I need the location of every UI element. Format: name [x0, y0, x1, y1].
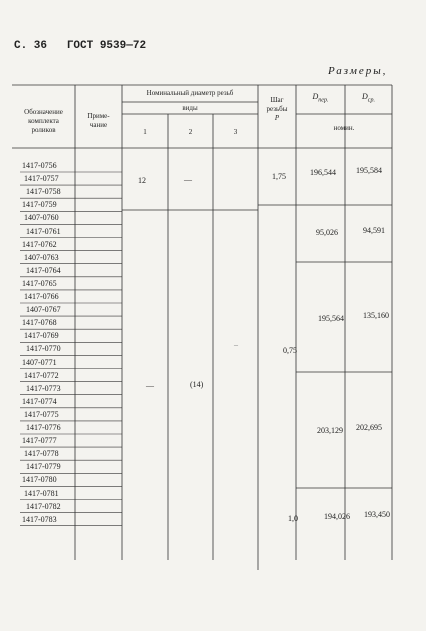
designation-code: 1417-0757 — [24, 174, 59, 184]
col-pitch-line2: резьбы — [266, 105, 288, 113]
col-note-line2: чание — [89, 121, 108, 129]
g2-pitch: 0,75 — [283, 346, 297, 355]
g5-pitch: 1,0 — [288, 514, 298, 523]
designation-code: 1417-0772 — [24, 370, 59, 380]
designation-code: 1417-0777 — [22, 436, 57, 446]
designation-code: 1417-0769 — [24, 331, 59, 341]
designation-code: 1417-0775 — [24, 409, 59, 419]
designation-code: 1417-0765 — [22, 278, 57, 288]
designation-code: 1417-0759 — [22, 200, 57, 210]
col-designation-line2: комплекта — [28, 117, 59, 125]
col-d-mean-header — [345, 92, 392, 106]
designation-code: 1417-0770 — [26, 344, 61, 354]
g2-type1: — — [146, 381, 154, 390]
col-designation-line3: роликов — [31, 126, 56, 134]
designation-code: 1417-0783 — [22, 514, 57, 524]
col-note-line1: Приме- — [87, 112, 110, 120]
designation-code: 1417-0762 — [22, 239, 57, 249]
page-number: С. 36 — [14, 40, 48, 52]
units-label: Размеры, — [328, 65, 388, 77]
designation-code: 1407-0760 — [24, 213, 59, 223]
designation-code: 1417-0773 — [26, 383, 61, 393]
g5-d-avg: 194,026 — [324, 512, 350, 521]
col-d-avg-sub: пер. — [318, 97, 329, 104]
designation-code: 1417-0781 — [24, 488, 59, 498]
designation-code: 1417-0758 — [26, 187, 61, 197]
designation-code: 1417-0780 — [22, 475, 57, 485]
designation-code: 1417-0761 — [26, 226, 61, 236]
designation-code: 1417-0779 — [26, 462, 61, 472]
g2-type3: – — [234, 340, 238, 349]
col-d-mean-symbol: D — [362, 92, 368, 101]
g2-type2: (14) — [190, 380, 204, 389]
g2-d-mean: 94,591 — [363, 226, 385, 235]
col-d-mean-sub: ср. — [367, 97, 375, 104]
col-type1-header: 1 — [143, 128, 147, 136]
col-designation-line1: Обозначение — [24, 108, 63, 116]
col-d-avg-header — [296, 92, 345, 106]
g3-d-avg: 195,564 — [318, 314, 344, 323]
col-d-avg-symbol: D — [312, 92, 319, 101]
col-designation-header — [12, 108, 75, 135]
g3-d-mean: 135,160 — [363, 311, 389, 320]
g4-d-avg: 203,129 — [317, 426, 343, 435]
g1-type1: 12 — [138, 176, 146, 185]
col-pitch-line3: P — [274, 114, 280, 122]
standard-number: ГОСТ 9539—72 — [66, 40, 147, 52]
col-type2-header: 2 — [188, 128, 193, 136]
g1-d-mean: 195,584 — [356, 166, 382, 175]
g1-pitch: 1,75 — [272, 172, 286, 181]
col-note-header — [75, 112, 122, 130]
g5-d-mean: 193,450 — [364, 510, 390, 519]
g1-type2: — — [184, 175, 192, 184]
g1-d-avg: 196,544 — [310, 168, 336, 177]
designation-code: 1417-0764 — [26, 265, 61, 275]
col-pitch-header — [258, 96, 296, 123]
g4-d-mean: 202,695 — [356, 423, 382, 432]
designation-code: 1417-0774 — [22, 396, 57, 406]
designation-code: 1417-0768 — [22, 318, 57, 328]
col-types-header: виды — [182, 104, 198, 112]
col-type3-header: 3 — [233, 128, 238, 136]
col-pitch-line1: Шаг — [270, 96, 284, 104]
designation-code: 1417-0756 — [22, 161, 57, 170]
designation-code: 1417-0776 — [26, 423, 61, 432]
designation-code: 1417-0778 — [24, 449, 59, 459]
designation-code: 1407-0763 — [24, 252, 59, 262]
designation-code: 1417-0782 — [26, 501, 61, 511]
designation-code: 1407-0771 — [22, 357, 57, 367]
designation-code: 1417-0766 — [24, 292, 59, 301]
designation-code: 1407-0767 — [26, 305, 61, 315]
col-nominal-diameter-header: Номинальный диаметр резьб — [146, 89, 234, 97]
g2-d-avg: 95,026 — [316, 228, 338, 237]
col-nominal-header: номин. — [333, 124, 355, 132]
